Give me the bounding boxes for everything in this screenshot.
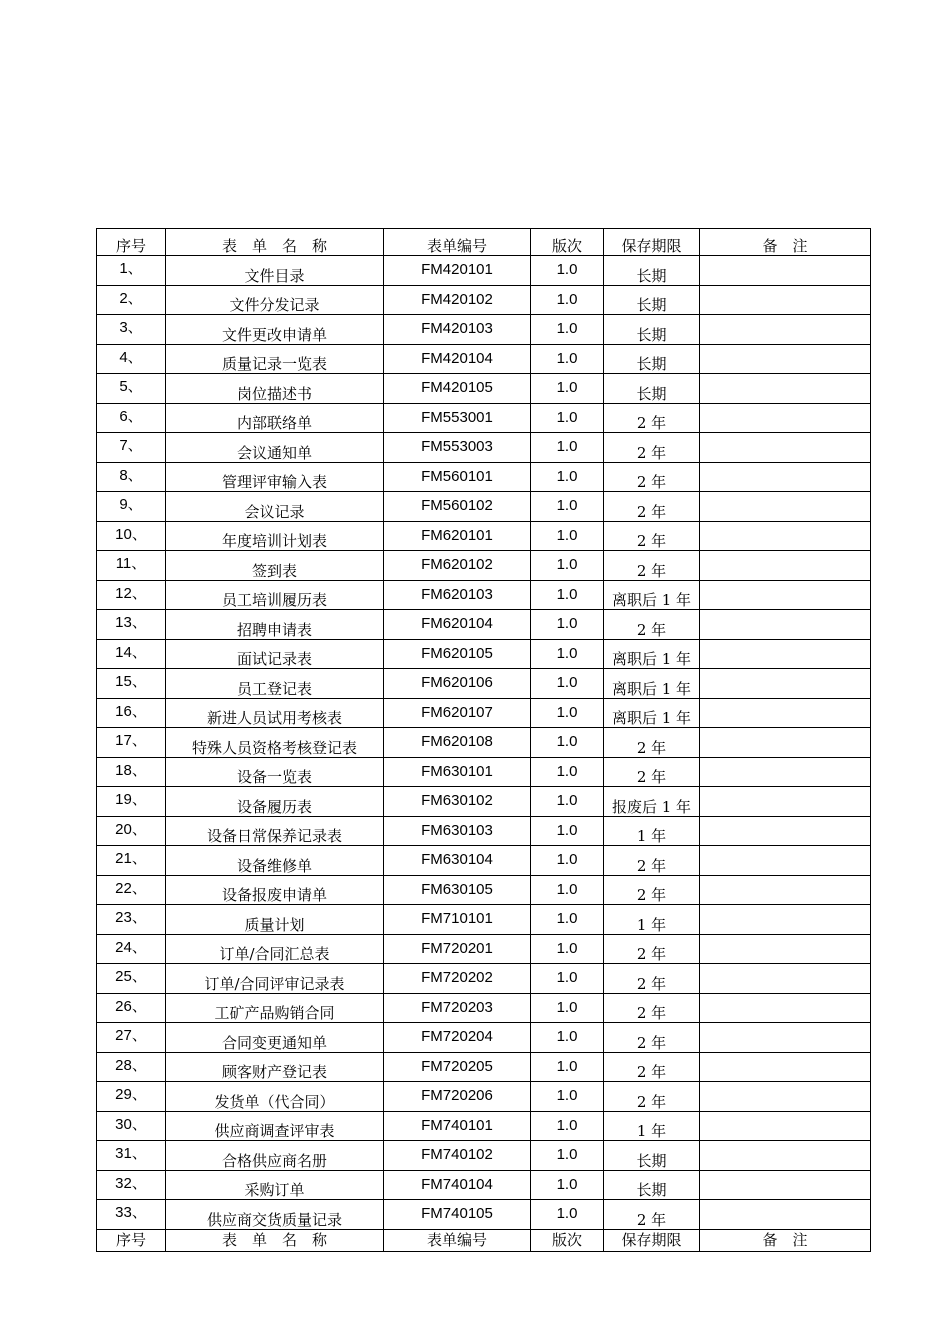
cell-code: FM420102	[384, 285, 531, 315]
cell-seq: 7、	[97, 433, 166, 463]
cell-seq: 23、	[97, 905, 166, 935]
cell-version: 1.0	[531, 374, 604, 404]
table-row	[97, 1052, 871, 1082]
cell-code: FM420105	[384, 374, 531, 404]
cell-remark	[700, 374, 871, 404]
cell-retention: 2 年	[604, 875, 700, 905]
cell-retention: 2 年	[604, 403, 700, 433]
cell-name: 质量计划	[166, 905, 384, 935]
cell-retention: 长期	[604, 315, 700, 345]
cell-remark	[700, 1052, 871, 1082]
cell-retention: 长期	[604, 374, 700, 404]
table-row	[97, 580, 871, 610]
cell-remark	[700, 816, 871, 846]
cell-seq: 2、	[97, 285, 166, 315]
table-row	[97, 344, 871, 374]
cell-seq: 26、	[97, 993, 166, 1023]
table-repeat-header-row	[97, 1229, 871, 1251]
table-row	[97, 934, 871, 964]
cell-name: 文件分发记录	[166, 285, 384, 315]
table-row	[97, 1141, 871, 1171]
cell-seq: 3、	[97, 315, 166, 345]
cell-code: FM720204	[384, 1023, 531, 1053]
cell-remark	[700, 521, 871, 551]
cell-code: FM620102	[384, 551, 531, 581]
cell-name: 发货单（代合同）	[166, 1082, 384, 1112]
cell-version: 1.0	[531, 698, 604, 728]
cell-code: FM620108	[384, 728, 531, 758]
cell-remark	[700, 993, 871, 1023]
cell-version: 1.0	[531, 993, 604, 1023]
cell-code: FM553003	[384, 433, 531, 463]
cell-remark	[700, 344, 871, 374]
header-seq: 序号	[97, 229, 166, 256]
cell-version: 1.0	[531, 1200, 604, 1230]
cell-version: 1.0	[531, 580, 604, 610]
table-row	[97, 993, 871, 1023]
cell-seq: 13、	[97, 610, 166, 640]
cell-remark	[700, 875, 871, 905]
cell-name: 招聘申请表	[166, 610, 384, 640]
cell-name: 供应商调查评审表	[166, 1111, 384, 1141]
cell-remark	[700, 1111, 871, 1141]
cell-remark	[700, 1141, 871, 1171]
cell-name: 管理评审输入表	[166, 462, 384, 492]
cell-code: FM620106	[384, 669, 531, 699]
cell-version: 1.0	[531, 934, 604, 964]
cell-name: 质量记录一览表	[166, 344, 384, 374]
cell-name: 文件目录	[166, 256, 384, 286]
cell-code: FM740102	[384, 1141, 531, 1171]
cell-remark	[700, 1200, 871, 1230]
table-row	[97, 846, 871, 876]
cell-version: 1.0	[531, 669, 604, 699]
cell-version: 1.0	[531, 1082, 604, 1112]
cell-code: FM420104	[384, 344, 531, 374]
footer-header-seq: 序号	[97, 1229, 166, 1251]
table-row	[97, 669, 871, 699]
records-table	[96, 228, 871, 1252]
cell-version: 1.0	[531, 1170, 604, 1200]
cell-version: 1.0	[531, 285, 604, 315]
cell-version: 1.0	[531, 787, 604, 817]
table-row	[97, 1170, 871, 1200]
cell-remark	[700, 256, 871, 286]
cell-version: 1.0	[531, 846, 604, 876]
cell-version: 1.0	[531, 610, 604, 640]
cell-code: FM630101	[384, 757, 531, 787]
cell-version: 1.0	[531, 551, 604, 581]
cell-remark	[700, 964, 871, 994]
cell-code: FM710101	[384, 905, 531, 935]
cell-code: FM630102	[384, 787, 531, 817]
table-row	[97, 433, 871, 463]
cell-retention: 2 年	[604, 934, 700, 964]
cell-name: 设备履历表	[166, 787, 384, 817]
cell-version: 1.0	[531, 964, 604, 994]
cell-seq: 21、	[97, 846, 166, 876]
cell-name: 会议记录	[166, 492, 384, 522]
table-row	[97, 1023, 871, 1053]
table-row	[97, 787, 871, 817]
cell-version: 1.0	[531, 256, 604, 286]
cell-name: 合格供应商名册	[166, 1141, 384, 1171]
table-row	[97, 256, 871, 286]
cell-version: 1.0	[531, 521, 604, 551]
cell-seq: 11、	[97, 551, 166, 581]
header-version: 版次	[531, 229, 604, 256]
cell-retention: 2 年	[604, 728, 700, 758]
cell-name: 订单/合同汇总表	[166, 934, 384, 964]
table-row	[97, 374, 871, 404]
cell-name: 面试记录表	[166, 639, 384, 669]
cell-retention: 2 年	[604, 492, 700, 522]
cell-seq: 6、	[97, 403, 166, 433]
cell-name: 设备一览表	[166, 757, 384, 787]
cell-retention: 2 年	[604, 521, 700, 551]
footer-header-version: 版次	[531, 1229, 604, 1251]
cell-remark	[700, 1082, 871, 1112]
cell-version: 1.0	[531, 1141, 604, 1171]
cell-code: FM740104	[384, 1170, 531, 1200]
table-header-row	[97, 229, 871, 256]
table-row	[97, 816, 871, 846]
cell-remark	[700, 787, 871, 817]
table-row	[97, 905, 871, 935]
table-row	[97, 492, 871, 522]
cell-seq: 25、	[97, 964, 166, 994]
table-row	[97, 728, 871, 758]
cell-retention: 长期	[604, 1170, 700, 1200]
cell-name: 签到表	[166, 551, 384, 581]
table-row	[97, 1200, 871, 1230]
cell-remark	[700, 934, 871, 964]
cell-retention: 2 年	[604, 964, 700, 994]
cell-retention: 1 年	[604, 905, 700, 935]
table-row	[97, 875, 871, 905]
cell-seq: 8、	[97, 462, 166, 492]
cell-seq: 10、	[97, 521, 166, 551]
cell-name: 年度培训计划表	[166, 521, 384, 551]
cell-code: FM620104	[384, 610, 531, 640]
cell-seq: 16、	[97, 698, 166, 728]
cell-seq: 31、	[97, 1141, 166, 1171]
cell-retention: 2 年	[604, 433, 700, 463]
cell-remark	[700, 315, 871, 345]
cell-retention: 2 年	[604, 1082, 700, 1112]
cell-seq: 19、	[97, 787, 166, 817]
cell-seq: 22、	[97, 875, 166, 905]
cell-seq: 20、	[97, 816, 166, 846]
cell-retention: 离职后 1 年	[604, 580, 700, 610]
cell-retention: 2 年	[604, 993, 700, 1023]
cell-code: FM720205	[384, 1052, 531, 1082]
cell-code: FM720201	[384, 934, 531, 964]
cell-retention: 长期	[604, 256, 700, 286]
table-body	[97, 256, 871, 1230]
cell-version: 1.0	[531, 1052, 604, 1082]
cell-remark	[700, 728, 871, 758]
cell-seq: 29、	[97, 1082, 166, 1112]
cell-code: FM553001	[384, 403, 531, 433]
cell-name: 合同变更通知单	[166, 1023, 384, 1053]
cell-name: 内部联络单	[166, 403, 384, 433]
footer-header-code: 表单编号	[384, 1229, 531, 1251]
cell-name: 岗位描述书	[166, 374, 384, 404]
cell-name: 供应商交货质量记录	[166, 1200, 384, 1230]
cell-seq: 15、	[97, 669, 166, 699]
cell-code: FM560102	[384, 492, 531, 522]
table-row	[97, 698, 871, 728]
cell-code: FM420101	[384, 256, 531, 286]
cell-code: FM630103	[384, 816, 531, 846]
cell-seq: 32、	[97, 1170, 166, 1200]
cell-remark	[700, 580, 871, 610]
cell-version: 1.0	[531, 492, 604, 522]
table-row	[97, 964, 871, 994]
cell-remark	[700, 905, 871, 935]
cell-seq: 5、	[97, 374, 166, 404]
cell-name: 员工培训履历表	[166, 580, 384, 610]
cell-version: 1.0	[531, 816, 604, 846]
cell-code: FM720202	[384, 964, 531, 994]
cell-name: 工矿产品购销合同	[166, 993, 384, 1023]
cell-code: FM720203	[384, 993, 531, 1023]
cell-retention: 2 年	[604, 846, 700, 876]
cell-retention: 2 年	[604, 1200, 700, 1230]
cell-seq: 9、	[97, 492, 166, 522]
cell-version: 1.0	[531, 462, 604, 492]
cell-retention: 2 年	[604, 1023, 700, 1053]
cell-version: 1.0	[531, 875, 604, 905]
cell-seq: 27、	[97, 1023, 166, 1053]
footer-header-name: 表 单 名 称	[166, 1229, 384, 1251]
table-row	[97, 639, 871, 669]
cell-retention: 长期	[604, 1141, 700, 1171]
cell-remark	[700, 285, 871, 315]
cell-remark	[700, 1170, 871, 1200]
cell-version: 1.0	[531, 315, 604, 345]
cell-code: FM630104	[384, 846, 531, 876]
cell-retention: 离职后 1 年	[604, 669, 700, 699]
cell-version: 1.0	[531, 1023, 604, 1053]
cell-remark	[700, 403, 871, 433]
cell-seq: 28、	[97, 1052, 166, 1082]
cell-retention: 2 年	[604, 1052, 700, 1082]
table-row	[97, 521, 871, 551]
cell-version: 1.0	[531, 344, 604, 374]
header-remark: 备 注	[700, 229, 871, 256]
cell-name: 设备维修单	[166, 846, 384, 876]
cell-code: FM620105	[384, 639, 531, 669]
footer-header-retention: 保存期限	[604, 1229, 700, 1251]
cell-code: FM620107	[384, 698, 531, 728]
cell-remark	[700, 492, 871, 522]
table-row	[97, 285, 871, 315]
cell-remark	[700, 1023, 871, 1053]
cell-seq: 17、	[97, 728, 166, 758]
table-row	[97, 610, 871, 640]
cell-version: 1.0	[531, 905, 604, 935]
table-row	[97, 757, 871, 787]
cell-version: 1.0	[531, 433, 604, 463]
cell-name: 顾客财产登记表	[166, 1052, 384, 1082]
cell-name: 设备日常保养记录表	[166, 816, 384, 846]
cell-remark	[700, 462, 871, 492]
cell-version: 1.0	[531, 639, 604, 669]
cell-retention: 报废后 1 年	[604, 787, 700, 817]
table-row	[97, 551, 871, 581]
cell-retention: 2 年	[604, 610, 700, 640]
cell-seq: 12、	[97, 580, 166, 610]
cell-retention: 长期	[604, 344, 700, 374]
cell-seq: 30、	[97, 1111, 166, 1141]
cell-code: FM740105	[384, 1200, 531, 1230]
cell-code: FM630105	[384, 875, 531, 905]
cell-seq: 33、	[97, 1200, 166, 1230]
cell-remark	[700, 433, 871, 463]
header-retention: 保存期限	[604, 229, 700, 256]
cell-remark	[700, 669, 871, 699]
cell-retention: 2 年	[604, 757, 700, 787]
cell-remark	[700, 698, 871, 728]
cell-remark	[700, 639, 871, 669]
table-row	[97, 403, 871, 433]
cell-name: 员工登记表	[166, 669, 384, 699]
cell-code: FM720206	[384, 1082, 531, 1112]
cell-code: FM620103	[384, 580, 531, 610]
cell-version: 1.0	[531, 403, 604, 433]
cell-code: FM560101	[384, 462, 531, 492]
cell-seq: 18、	[97, 757, 166, 787]
cell-retention: 1 年	[604, 816, 700, 846]
header-name: 表 单 名 称	[166, 229, 384, 256]
table-row	[97, 1082, 871, 1112]
cell-version: 1.0	[531, 1111, 604, 1141]
table-row	[97, 315, 871, 345]
cell-retention: 2 年	[604, 462, 700, 492]
cell-remark	[700, 551, 871, 581]
cell-seq: 14、	[97, 639, 166, 669]
cell-retention: 1 年	[604, 1111, 700, 1141]
cell-code: FM740101	[384, 1111, 531, 1141]
cell-name: 订单/合同评审记录表	[166, 964, 384, 994]
cell-code: FM420103	[384, 315, 531, 345]
cell-retention: 2 年	[604, 551, 700, 581]
table-row	[97, 1111, 871, 1141]
cell-name: 采购订单	[166, 1170, 384, 1200]
cell-retention: 长期	[604, 285, 700, 315]
cell-name: 会议通知单	[166, 433, 384, 463]
cell-name: 文件更改申请单	[166, 315, 384, 345]
cell-name: 新进人员试用考核表	[166, 698, 384, 728]
cell-remark	[700, 757, 871, 787]
cell-seq: 4、	[97, 344, 166, 374]
cell-retention: 离职后 1 年	[604, 639, 700, 669]
table-row	[97, 462, 871, 492]
cell-remark	[700, 610, 871, 640]
cell-seq: 1、	[97, 256, 166, 286]
cell-retention: 离职后 1 年	[604, 698, 700, 728]
cell-name: 设备报废申请单	[166, 875, 384, 905]
cell-name: 特殊人员资格考核登记表	[166, 728, 384, 758]
header-code: 表单编号	[384, 229, 531, 256]
footer-header-remark: 备 注	[700, 1229, 871, 1251]
cell-remark	[700, 846, 871, 876]
cell-code: FM620101	[384, 521, 531, 551]
cell-version: 1.0	[531, 728, 604, 758]
cell-seq: 24、	[97, 934, 166, 964]
cell-version: 1.0	[531, 757, 604, 787]
